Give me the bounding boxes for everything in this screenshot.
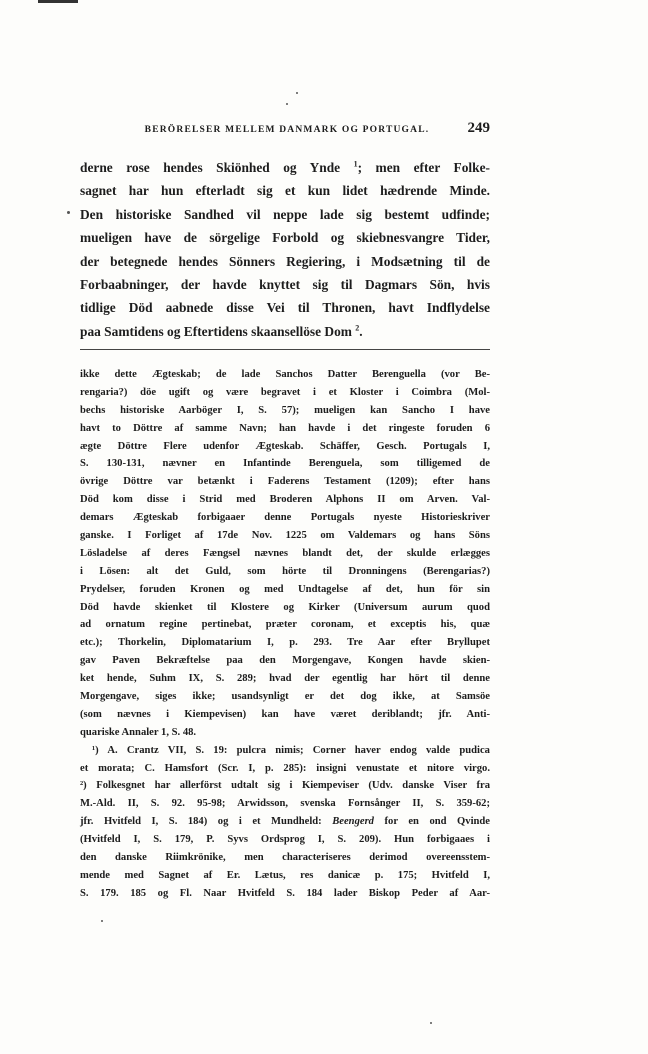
ink-speck [430,1022,432,1024]
footnote-2-line: M.-Ald. II, S. 92. 95-98; Arwidsson, svenska Fornsånger II, S. 359-62; [80,798,490,810]
footnote-2-text: for en ond Qvinde [384,816,490,828]
running-header [80,120,490,142]
footnote-line: ket hende, Suhm IX, S. 289; hvad der egentlig har hört til denne [80,673,490,685]
footnote-1-marker: ¹) [92,744,99,756]
main-text-line: sagnet har hun efterladt sig et kun lidet hædrende Minde. [80,183,490,199]
ink-speck [101,920,103,922]
main-text-line-8-tail: . [359,323,363,339]
footnote-line: i Lösen: alt det Guld, som hörte til Dronningens (Berengarias?) [80,565,490,577]
footnote-line: Lösladelse af deres Fængsel nævnes blandt det, der skulde erlægges [80,547,490,559]
footnote-line: etc.); Thorkelin, Diplomatarium I, p. 293. Tre Aar efter Bryllupet [80,637,490,649]
footnote-2-text: Folkesgnet har allerförst udtalt sig i Kiempeviser (Udv. danske Viser fra [96,780,490,792]
footnote-1-text: A. Crantz VII, S. 19: pulcra nimis; Corner haver endog valde pudica [107,744,490,756]
footnote-line: ganske. I Forliget af 17de Nov. 1225 om Valdemars og hans Söns [80,530,490,542]
footnote-line: ad ornatum regine pertinebat, præter coronam, et exceptis his, quæ [80,619,490,631]
ink-speck [67,211,70,214]
footnote-1-line: et morata; C. Hamsfort (Scr. I, p. 285): insigni venustate et nitore virgo. [80,762,490,774]
footnote-line: ikke dette Ægteskab; de lade Sanchos Datter Berenguella (vor Be- [80,369,490,380]
beengerd-word: Beengerd [332,816,374,828]
footnote-line: Morgengave, siges ikke; usandsynligt er det dog ikke, at Samsöe [80,691,490,703]
main-text-line: Den historiske Sandhed vil neppe lade sig bestemt udfinde; [80,206,490,222]
ink-speck [296,92,298,94]
main-text-line-1: derne rose hendes Skiönhed og Ynde [80,160,341,175]
footnote-line: (som nævnes i Kiempevisen) kan have været deriblandt; jfr. Anti- [80,708,490,720]
footnote-2-line [80,777,490,795]
footnote-line: Död havde skienket til Klostere og Kirker (Universum aurum quod [80,601,490,613]
footnote-2-line: den danske Riimkrönike, men characteriseres derimod overeensstem- [80,852,490,864]
main-text-line-1-tail: ; men efter Folke- [357,160,491,175]
footnotes [80,366,490,903]
main-text-line [80,320,490,343]
footnote-divider [80,349,490,350]
footnote-2-line: (Hvitfeld I, S. 179, P. Syvs Ordsprog I, S. 209). Hun forbigaaes i [80,834,490,846]
main-text-line: Forbaabninger, der havde knyttet sig til Dagmars Sön, hvis [80,276,490,292]
footnote-line: gav Paven Bekræftelse paa den Morgengave, Kongen havde skien- [80,655,490,667]
footnote-2-line [80,813,490,831]
footnote-line: övrige Döttre var betænkt i Faderens Testament (1209); efter hans [80,476,490,488]
footnote-2-text: jfr. Hvitfeld I, S. 184) og i et Mundheld: [80,816,322,828]
main-text-line-8: paa Samtidens og Eftertidens skaansellöse Dom [80,323,352,339]
footnote-2-line: S. 179. 185 og Fl. Naar Hvitfeld S. 184 lader Biskop Peder af Aar- [80,887,490,899]
footnote-line: ægte Döttre Flere udenfor Ægteskab. Schäffer, Gesch. Portugals I, [80,440,490,452]
footnote-line: havt to Döttre af samme Navn; han havde i det ringeste foruden 6 [80,422,490,434]
main-text-line: der betegnede hendes Sönners Regiering, i Modsætning til de [80,253,490,269]
footnote-line: Död kom disse i Strid med Broderen Alphons II om Arven. Val- [80,494,490,506]
footnote-line: quariske Annaler 1, S. 48. [80,726,197,738]
footnote-2-line: mende med Sagnet af Er. Lætus, res danicæ p. 175; Hvitfeld I, [80,869,490,881]
footnote-line: rengaria?) döe ugift og være begravet i et Kloster i Coimbra (Mol- [80,386,490,398]
footnote-line: Prydelser, foruden Kronen og med Undtagelse af det, hun för sin [80,583,490,595]
running-header-title: BERÖRELSER MELLEM DANMARK OG PORTUGAL. [144,125,430,135]
footnote-line: demars Ægteskab forbigaaer denne Portugals nyeste Historieskriver [80,512,490,524]
corner-ink-mark [38,0,78,3]
footnote-ref: 2 [355,323,360,333]
footnote-ref: 1 [353,159,358,169]
main-text-line: mueligen have de sörgelige Forbold og skiebnesvangre Tider, [80,230,490,246]
footnote-2-marker: ²) [80,780,87,792]
footnote-line: bechs historiske Aarböger I, S. 57); mueligen kan Sancho I have [80,404,490,416]
footnote-line: S. 130-131, nævner en Infantinde Berenguela, som tilligemed de [80,458,490,470]
ink-speck [286,103,288,105]
page-number: 249 [467,120,490,136]
footnote-1-line [80,742,490,760]
main-text-line [80,156,490,179]
main-text [80,156,490,343]
main-text-line: tidlige Död aabnede disse Vei til Thronen, havt Indflydelse [80,300,490,316]
